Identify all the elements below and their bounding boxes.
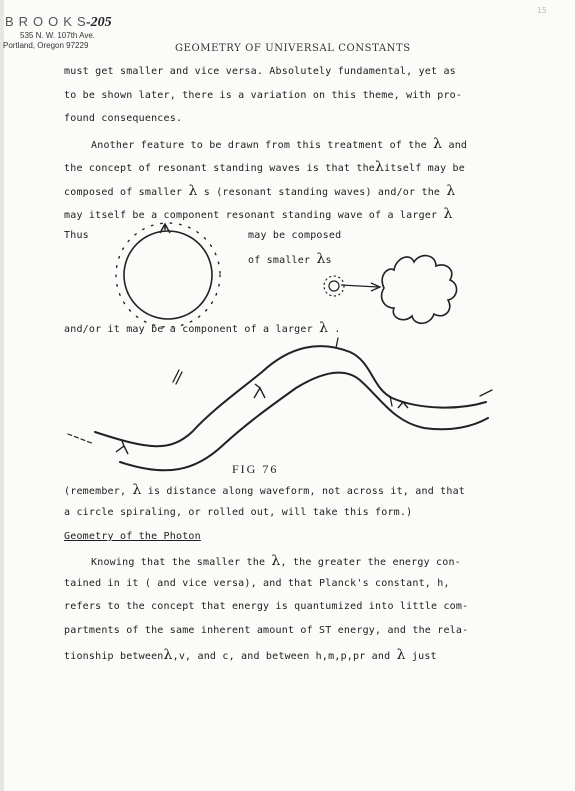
figure-caption-line: of smaller λs (248, 251, 332, 267)
lambda-symbol: λ (319, 320, 329, 336)
text-line: Another feature to be drawn from this treatment of the λ and (91, 136, 468, 152)
section-heading: Geometry of the Photon (64, 531, 201, 542)
text-line: tionship betweenλ,v, and c, and between h,m,p,pr and λ just (64, 647, 437, 663)
text-line: Thus (64, 230, 89, 241)
lambda-symbol: λ (446, 183, 456, 199)
text-line: to be shown later, there is a variation on this theme, with pro- (64, 90, 463, 101)
text-line: must get smaller and vice versa. Absolutely fundamental, yet as (64, 66, 456, 77)
text-line: composed of smaller λ s (resonant standing waves) and/or the λ (64, 183, 456, 199)
stamp-address-line2: Portland, Oregon 97229 (3, 41, 89, 50)
figure-label: FIG 76 (232, 462, 279, 476)
wave-figure (68, 338, 492, 470)
lambda-symbol: λ (163, 647, 173, 663)
wavy-loop-figure (382, 256, 457, 324)
lambda-symbol: λ (316, 251, 326, 267)
lambda-symbol: λ (188, 183, 198, 199)
text-line: a circle spiraling, or rolled out, will take this form.) (64, 507, 413, 518)
text-line: tained in it ( and vice versa), and that Planck's constant, h, (64, 578, 450, 589)
text-line: (remember, λ is distance along waveform, not across it, and that (64, 482, 466, 498)
small-circle-figure (324, 276, 380, 296)
text-line: the concept of resonant standing waves is that theλitself may be (64, 159, 465, 175)
lambda-symbol: λ (443, 206, 453, 222)
text-line: and/or it may be a component of a larger λ . (64, 320, 341, 336)
lambda-symbol: λ (396, 647, 406, 663)
text-line: Knowing that the smaller the λ, the greater the energy con- (91, 553, 461, 569)
stamp-number: -205 (86, 15, 112, 30)
running-header: GEOMETRY OF UNIVERSAL CONSTANTS (175, 43, 411, 54)
text-line: refers to the concept that energy is quantumized into little com- (64, 601, 469, 612)
large-circle-figure (116, 223, 220, 327)
figure-caption-line: may be composed (248, 230, 342, 241)
lambda-symbol: λ (271, 553, 281, 569)
stamp-name: BROOKS (5, 14, 91, 29)
lambda-symbol: λ (375, 159, 385, 175)
wave-lambda-marks (116, 384, 408, 454)
text-line: partments of the same inherent amount of ST energy, and the rela- (64, 625, 469, 636)
corner-mark: 15 (537, 6, 547, 15)
text-line: found consequences. (64, 113, 183, 124)
text-line: may itself be a component resonant standing wave of a larger λ (64, 206, 453, 222)
lambda-symbol: λ (132, 482, 142, 498)
lambda-symbol: λ (433, 136, 443, 152)
stamp-address-line1: 535 N. W. 107th Ave. (20, 31, 96, 40)
